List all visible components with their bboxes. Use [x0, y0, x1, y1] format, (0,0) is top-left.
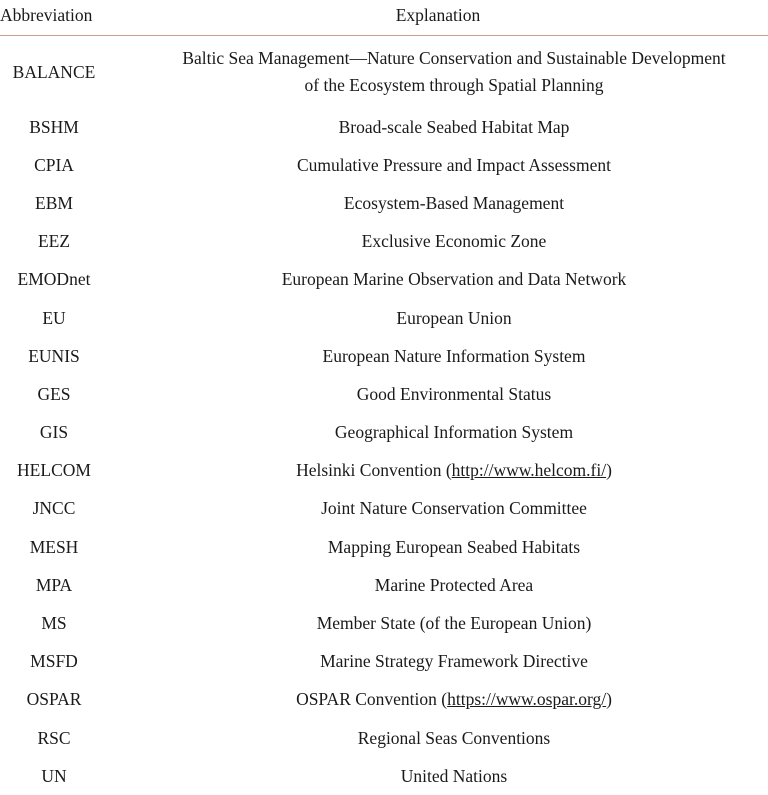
explanation-suffix: ) — [606, 460, 612, 481]
row-abbreviation: MS — [41, 613, 67, 634]
row-explanation: Exclusive Economic Zone — [361, 231, 547, 252]
table-row — [0, 223, 768, 261]
explanation-suffix: ) — [606, 689, 612, 710]
row-abbreviation: BSHM — [29, 116, 79, 137]
header-explanation: Explanation — [395, 5, 481, 25]
row-abbreviation: GES — [37, 383, 71, 404]
explanation-prefix: OSPAR Convention ( — [296, 689, 448, 710]
row-explanation: Member State (of the European Union) — [316, 613, 592, 634]
table-row — [0, 36, 768, 108]
row-explanation: Geographical Information System — [334, 422, 574, 443]
row-explanation — [140, 452, 768, 490]
explanation-prefix: Helsinki Convention ( — [296, 460, 452, 481]
row-abbreviation: MSFD — [30, 651, 78, 672]
table-row — [0, 681, 768, 719]
row-explanation: Good Environmental Status — [356, 383, 552, 404]
row-abbreviation: CPIA — [34, 154, 74, 175]
row-abbreviation: BALANCE — [12, 61, 96, 82]
row-explanation: European Union — [396, 307, 512, 328]
table-row — [0, 146, 768, 184]
table-row — [0, 375, 768, 413]
table-row — [0, 604, 768, 642]
row-abbreviation: JNCC — [32, 498, 76, 519]
row-explanation — [140, 36, 768, 108]
explanation-line: Baltic Sea Management—Nature Conservation and Sustainable Development — [182, 48, 726, 68]
table-row — [0, 643, 768, 681]
explanation-line: of the Ecosystem through Spatial Planning — [304, 75, 604, 95]
ospar-link[interactable]: https://www.ospar.org/ — [447, 689, 607, 710]
table-row — [0, 184, 768, 222]
row-explanation: Mapping European Seabed Habitats — [327, 536, 581, 557]
table-body — [0, 36, 768, 795]
table-row — [0, 261, 768, 299]
table-row — [0, 528, 768, 566]
row-explanation: United Nations — [400, 765, 508, 786]
row-explanation: Regional Seas Conventions — [357, 727, 551, 748]
header-abbreviation: Abbreviation — [0, 5, 93, 25]
row-abbreviation: MPA — [35, 574, 73, 595]
row-explanation: European Nature Information System — [322, 345, 586, 366]
row-abbreviation: MESH — [29, 536, 79, 557]
row-abbreviation: GIS — [39, 422, 69, 443]
row-abbreviation: EUNIS — [28, 345, 80, 366]
table-row — [0, 566, 768, 604]
row-abbreviation: HELCOM — [17, 460, 91, 481]
row-explanation: Cumulative Pressure and Impact Assessment — [297, 154, 611, 175]
table-row — [0, 337, 768, 375]
row-abbreviation: EMODnet — [17, 269, 91, 290]
row-abbreviation: OSPAR — [26, 689, 82, 710]
row-explanation: Marine Protected Area — [374, 574, 534, 595]
table-row — [0, 299, 768, 337]
row-abbreviation: EU — [42, 307, 66, 328]
helcom-link[interactable]: http://www.helcom.fi/ — [451, 460, 607, 481]
row-explanation: Joint Nature Conservation Committee — [321, 498, 587, 519]
row-explanation — [140, 681, 768, 719]
table-row — [0, 490, 768, 528]
table-row — [0, 452, 768, 490]
table-row — [0, 414, 768, 452]
row-explanation: Broad-scale Seabed Habitat Map — [338, 116, 570, 137]
table-row — [0, 719, 768, 757]
row-abbreviation: EBM — [35, 192, 73, 213]
table-row — [0, 757, 768, 795]
table-row — [0, 108, 768, 146]
row-abbreviation: RSC — [37, 727, 71, 748]
row-abbreviation: UN — [41, 765, 67, 786]
row-explanation: Ecosystem-Based Management — [343, 192, 565, 213]
row-explanation: European Marine Observation and Data Network — [281, 269, 627, 290]
row-abbreviation: EEZ — [37, 231, 71, 252]
row-explanation: Marine Strategy Framework Directive — [320, 651, 588, 672]
table-header — [0, 0, 768, 36]
